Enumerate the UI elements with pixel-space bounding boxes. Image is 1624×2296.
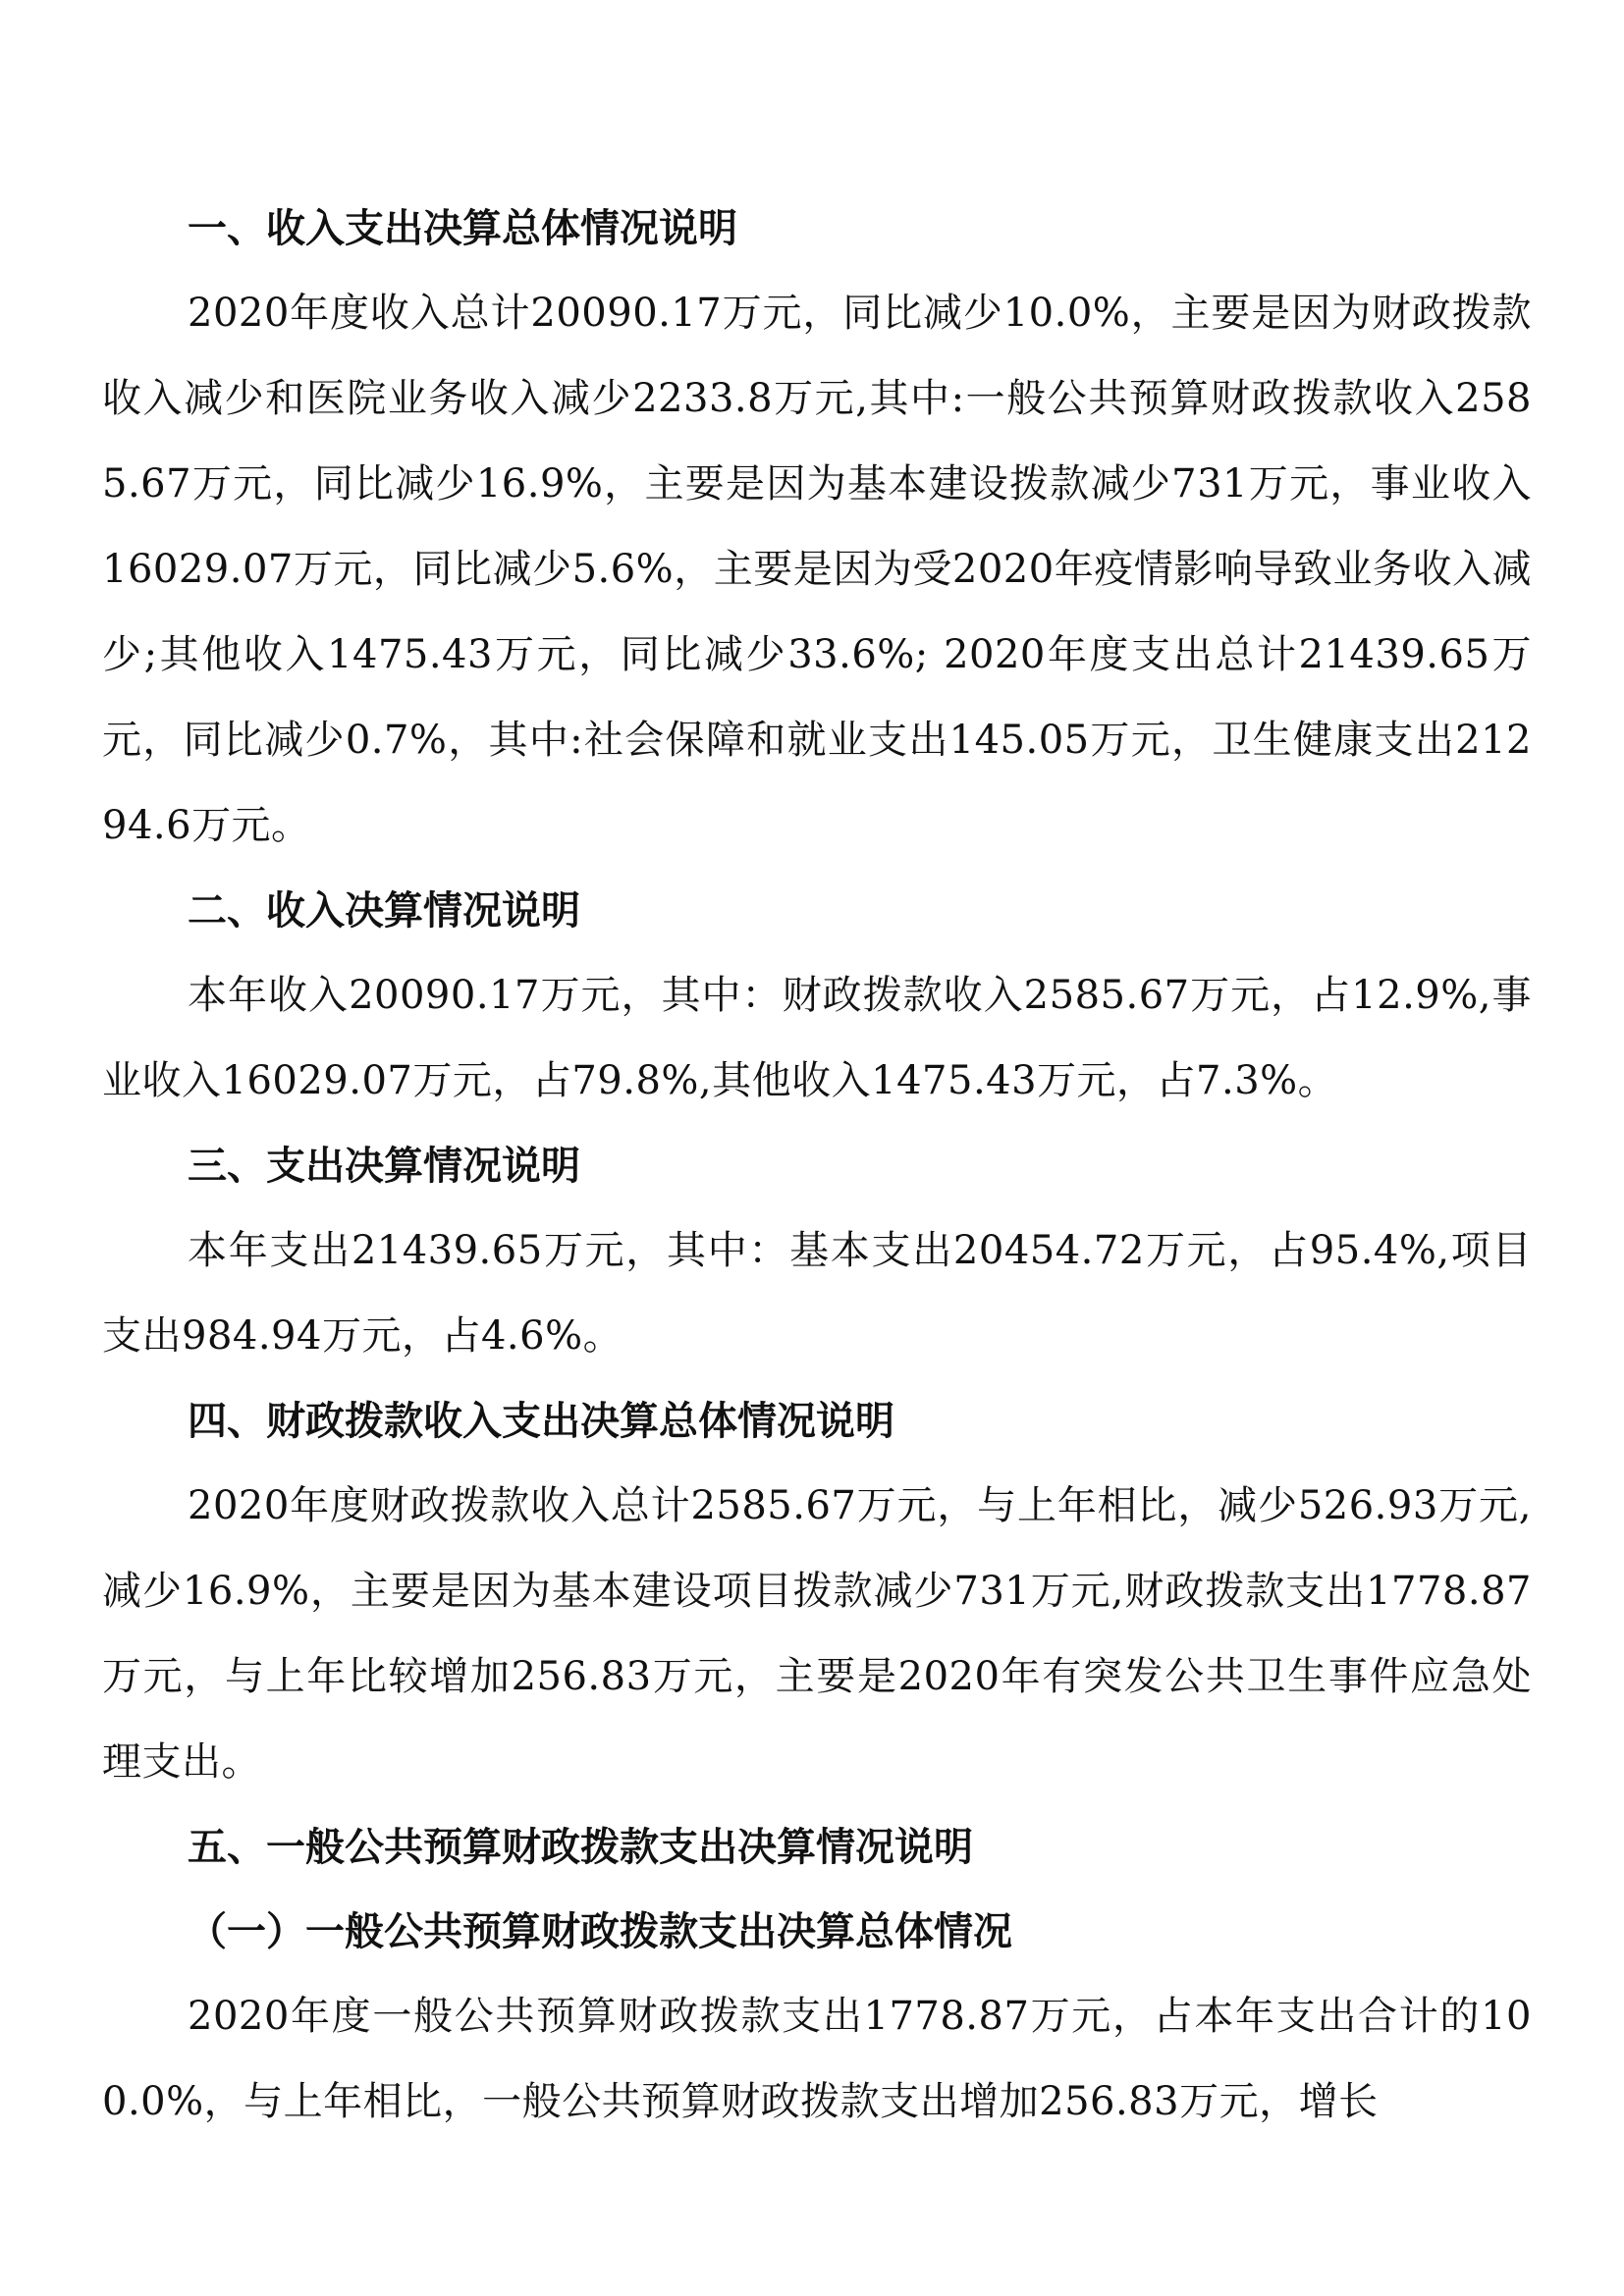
section-heading-4: 四、财政拨款收入支出决算总体情况说明: [188, 1399, 894, 1444]
section-paragraph-1: 2020年度收入总计20090.17万元，同比减少10.0%，主要是因为财政拨款收入减少和医院业务收入减少2233.8万元,其中:一般公共预算财政拨款收入2585.67万元，同比减少16.9%，主要是因为基本建设拨款减少731万元，事业收入16029.07万元，同比减少5.6%，主要是因为受2020年疫情影响导致业务收入减少;其他收入1475.43万元，同比减少33.6%; 2020年度支出总计21439.65万元，同比减少0.7%，其中:社会保障和就业支出145.05万元，卫生健康支出21294.6万元。: [102, 291, 1532, 848]
section-heading-2: 二、收入决算情况说明: [188, 888, 580, 934]
section-subheading-5-1: （一）一般公共预算财政拨款支出决算总体情况: [188, 1909, 1012, 1954]
section-paragraph-5: 2020年度一般公共预算财政拨款支出1778.87万元，占本年支出合计的100.0%，与上年相比，一般公共预算财政拨款支出增加256.83万元，增长: [102, 1994, 1532, 2124]
section-paragraph-4: 2020年度财政拨款收入总计2585.67万元，与上年相比，减少526.93万元,减少16.9%，主要是因为基本建设项目拨款减少731万元,财政拨款支出1778.87万元，与上年比较增加256.83万元，主要是2020年有突发公共卫生事件应急处理支出。: [102, 1483, 1532, 1785]
section-paragraph-3: 本年支出21439.65万元，其中：基本支出20454.72万元，占95.4%,项目支出984.94万元，占4.6%。: [102, 1228, 1532, 1359]
document-page: [102, 187, 1532, 2145]
section-paragraph-2: 本年收入20090.17万元，其中：财政拨款收入2585.67万元，占12.9%,事业收入16029.07万元，占79.8%,其他收入1475.43万元，占7.3%。: [102, 973, 1532, 1103]
section-heading-3: 三、支出决算情况说明: [188, 1144, 580, 1189]
section-heading-1: 一、收入支出决算总体情况说明: [188, 206, 737, 251]
section-heading-5: 五、一般公共预算财政拨款支出决算情况说明: [188, 1825, 973, 1870]
